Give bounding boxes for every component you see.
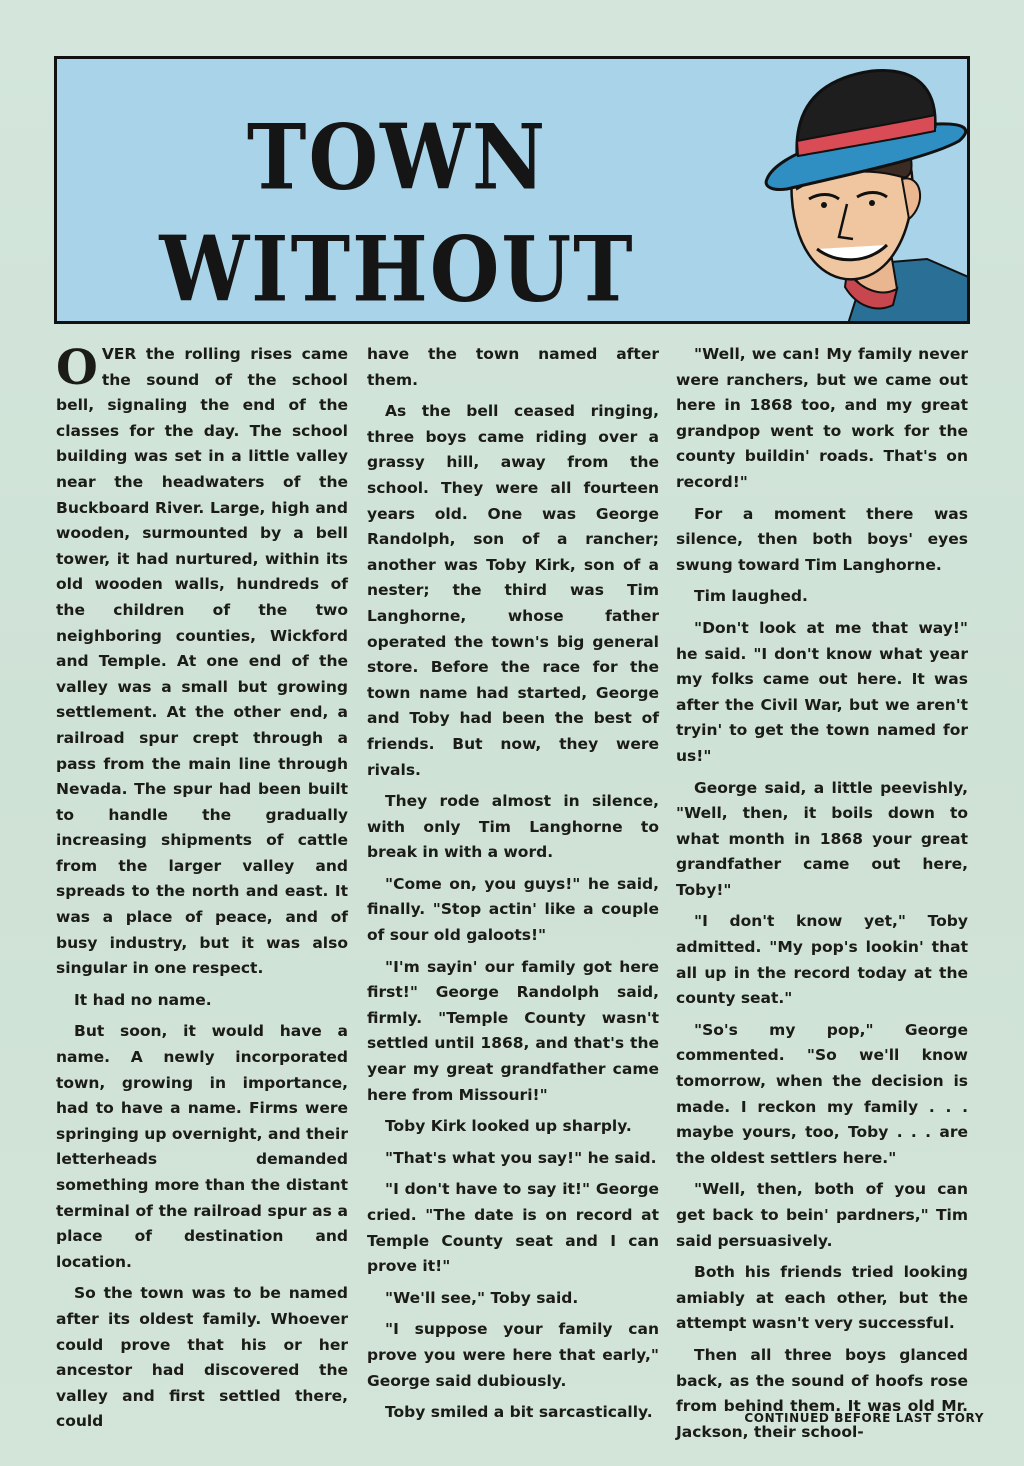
paragraph: As the bell ceased ringing, three boys came riding over a grassy hill, away from the school. They were all fourteen years old. One was George Randolph, son of a rancher; another was Toby Kirk, son of a nester; the third was Tim Langhorne, whose father operated the town's big general store. Before the race for the town name had started, George and Toby had been the best of friends. But now, they were rivals. — [367, 402, 659, 779]
paragraph: Then all three boys glanced back, as the sound of hoofs rose from behind them. It was old Mr. Jackson, their school- — [676, 1345, 968, 1441]
paragraph: Both his friends tried looking amiably at each other, but the attempt wasn't very successful. — [676, 1263, 968, 1333]
paragraph: "We'll see," Toby said. — [385, 1288, 579, 1307]
story-title — [97, 101, 697, 324]
paragraph-opening — [56, 342, 348, 982]
text-column-3 — [676, 342, 968, 1451]
paragraph: "Come on, you guys!" he said, finally. "Stop actin' like a couple of sour old galoots!" — [367, 874, 659, 945]
paragraph: "I don't have to say it!" George cried. "The date is on record at Temple County seat and I can prove it!" — [367, 1180, 659, 1276]
paragraph: "I suppose your family can prove you were here that early," George said dubiously. — [367, 1320, 659, 1390]
title-line-1: TOWN WITHOUT — [159, 104, 635, 322]
paragraph: "I don't know yet," Toby admitted. "My pop's lookin' that all up in the record today at the county seat." — [676, 912, 968, 1008]
continued-note: CONTINUED BEFORE LAST STORY — [744, 1411, 984, 1425]
paragraph: "I'm sayin' our family got here first!" George Randolph said, firmly. "Temple County wasn't settled until 1868, and that's the year my great grandfather came here from Missouri!" — [367, 957, 659, 1104]
title-panel — [54, 56, 970, 324]
paragraph: Toby Kirk looked up sharply. — [385, 1117, 632, 1136]
lead-text: VER the rolling rises came — [101, 345, 348, 363]
paragraph: Tim laughed. — [694, 587, 808, 606]
paragraph: "Well, we can! My family never were ranchers, but we came out here in 1868 too, and my great grandpop went to work for the county buildin' roads. That's on record!" — [676, 345, 968, 491]
text-column-1 — [56, 342, 348, 1441]
paragraph: It had no name. — [74, 990, 212, 1009]
paragraph: For a moment there was silence, then both boys' eyes swung toward Tim Langhorne. — [676, 504, 968, 574]
cowboy-illustration — [697, 59, 970, 324]
paragraph: But soon, it would have a name. A newly incorporated town, growing in importance, had to have a name. Firms were springing up overnight, and their letterheads demanded something more than the distant terminal of the railroad spur as a place of destination and location. — [56, 1022, 348, 1271]
paragraph: Toby smiled a bit sarcastically. — [385, 1403, 653, 1422]
paragraph: "Don't look at me that way!" he said. "I don't know what year my folks came out here. It was after the Civil War, but we aren't tryin' to get the town named for us!" — [676, 618, 968, 765]
drop-cap: O — [56, 340, 98, 396]
paragraph: "That's what you say!" he said. — [385, 1148, 657, 1167]
paragraph: have the town named after them. — [367, 345, 659, 389]
paragraph: So the town was to be named after its oldest family. Whoever could prove that his or her ancestor had discovered the valley and first settled there, could — [56, 1284, 348, 1431]
paragraph-text: the sound of the school bell, signaling the end of the classes for the day. The school building was set in a little valley near the headwaters of the Buckboard River. Large, high and wooden, surmounted by a bell tower, it had nurtured, within its old wooden walls, hundreds of the children of the two neighboring counties, Wickford and Temple. At one end of the valley was a small but growing settlement. At the other end, a railroad spur crept through a pass from the main line through Nevada. The spur had been built to handle the gradually increasing shipments of cattle from the larger valley and spreads to the north and east. It was a place of peace, and of busy industry, but it was also singular in one respect. — [56, 370, 348, 978]
paragraph: They rode almost in silence, with only Tim Langhorne to break in with a word. — [367, 792, 659, 862]
paragraph: George said, a little peevishly, "Well, then, it boils down to what month in 1868 your great grandfather came out here, Toby!" — [676, 778, 968, 899]
paragraph: "Well, then, both of you can get back to bein' pardners," Tim said persuasively. — [676, 1180, 968, 1250]
text-column-2 — [367, 342, 659, 1432]
paragraph: "So's my pop," George commented. "So we'll know tomorrow, when the decision is made. I reckon my family . . . maybe yours, too, Toby . . . are the oldest settlers here." — [676, 1020, 968, 1167]
